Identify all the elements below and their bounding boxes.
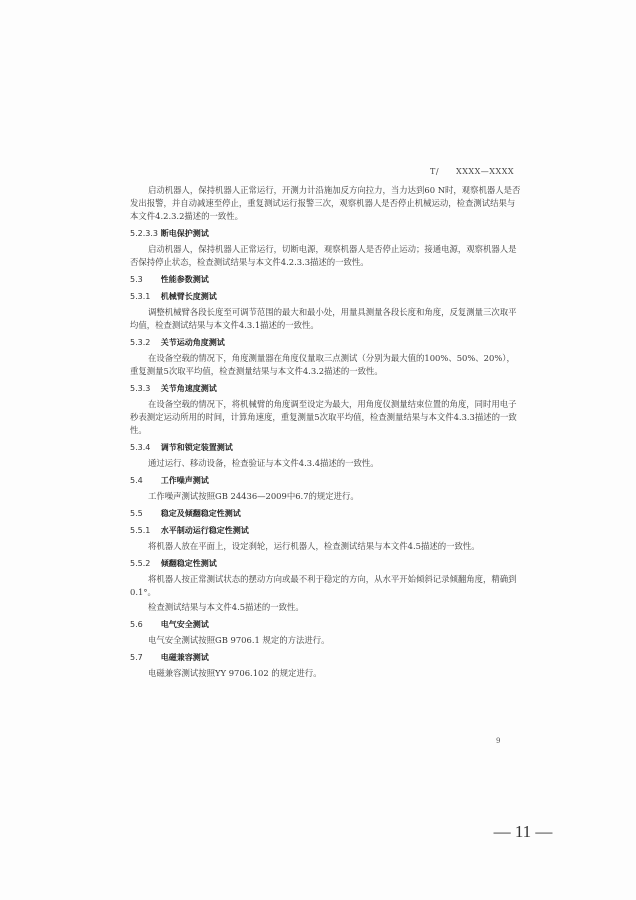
- section-title: 性能参数测试: [160, 275, 209, 284]
- section-number: 5.3.2: [130, 338, 151, 347]
- section-number: 5.7: [130, 653, 143, 662]
- section-number: 5.3.1: [130, 292, 151, 301]
- section-number: 5.3.4: [130, 443, 151, 452]
- section-title: 电气安全测试: [160, 620, 209, 629]
- section-title: 电磁兼容测试: [160, 653, 209, 662]
- paragraph: 将机器人按正常测试状态的摆动方向或最不利于稳定的方向，从水平开始倾斜记录倾翻角度，精确到0.1°。: [130, 574, 517, 597]
- section-title: 关节运动角度测试: [160, 338, 225, 347]
- inner-page-number: 9: [496, 737, 501, 745]
- section-heading: [130, 651, 522, 664]
- paragraph: 电气安全测试按照GB 9706.1 规定的方法进行。: [148, 635, 330, 645]
- section-title: 倾翻稳定性测试: [160, 559, 217, 568]
- section-title: 工作噪声测试: [160, 476, 209, 485]
- document-body: [130, 184, 522, 682]
- section-title: 关节角速度测试: [160, 384, 217, 393]
- section-title: 水平制动运行稳定性测试: [160, 526, 249, 535]
- section-heading: [130, 290, 522, 303]
- section-heading: [130, 382, 522, 395]
- section-number: 5.5.2: [130, 559, 151, 568]
- section-number: 5.5: [130, 509, 143, 518]
- section-title: 断电保护测试: [160, 229, 209, 238]
- outer-page-number: — 11 —: [493, 822, 553, 841]
- paragraph: 启动机器人，保持机器人正常运行，切断电源，观察机器人是否停止运动；接通电源，观察机器人是否保持停止状态，检查测试结果与本文件4.2.3.3描述的一致性。: [130, 244, 517, 267]
- section-heading: [130, 507, 522, 520]
- section-title: 调节和锁定装置测试: [160, 443, 233, 452]
- section-heading: [130, 524, 522, 537]
- paragraph: 检查测试结果与本文件4.5描述的一致性。: [148, 602, 304, 612]
- paragraph: 电磁兼容测试按照YY 9706.102 的规定进行。: [148, 668, 322, 678]
- paragraph: 通过运行、移动设备，检查验证与本文件4.3.4描述的一致性。: [148, 458, 379, 468]
- section-number: 5.3.3: [130, 384, 151, 393]
- standard-code: T/ XXXX—XXXX: [430, 167, 515, 176]
- section-heading: [130, 336, 522, 349]
- section-heading: [130, 441, 522, 454]
- section-number: 5.3: [130, 275, 143, 284]
- paragraph: 在设备空载的情况下，将机械臂的角度调至设定为最大，用角度仪测量结束位置的角度，同时用电子秒表测定运动所用的时间，计算角速度，重复测量5次取平均值，检查测量结果与本文件4.3.3描述的一致性。: [130, 399, 517, 435]
- section-heading: [130, 618, 522, 631]
- section-number: 5.4: [130, 476, 143, 485]
- section-number: 5.2.3.3: [130, 229, 158, 238]
- paragraph: 启动机器人，保持机器人正常运行，开测力计沿施加反方向拉力，当力达到60 N时，观察机器人是否发出报警，并自动减速至停止，重复测试运行报警三次，观察机器人是否停止机械运动，检查测试结果与本文件4.2.3.2描述的一致性。: [130, 185, 521, 221]
- section-number: 5.6: [130, 620, 143, 629]
- section-heading: [130, 557, 522, 570]
- section-heading: [130, 227, 522, 240]
- paragraph: 将机器人放在平面上，设定刹轮，运行机器人，检查测试结果与本文件4.5描述的一致性。: [148, 541, 480, 551]
- section-heading: [130, 273, 522, 286]
- section-number: 5.5.1: [130, 526, 151, 535]
- section-title: 稳定及倾翻稳定性测试: [160, 509, 241, 518]
- paragraph: 在设备空载的情况下，角度测量器在角度仪量取三点测试（分别为最大值的100%、50%、20%），重复测量5次取平均值，检查测量结果与本文件4.3.2描述的一致性。: [130, 353, 515, 376]
- paragraph: 工作噪声测试按照GB 24436—2009中6.7的规定进行。: [148, 491, 359, 501]
- paragraph: 调整机械臂各段长度至可调节范围的最大和最小处，用量具测量各段长度和角度，反复测量三次取平均值，检查测试结果与本文件4.3.1描述的一致性。: [130, 307, 517, 330]
- section-heading: [130, 474, 522, 487]
- section-title: 机械臂长度测试: [160, 292, 217, 301]
